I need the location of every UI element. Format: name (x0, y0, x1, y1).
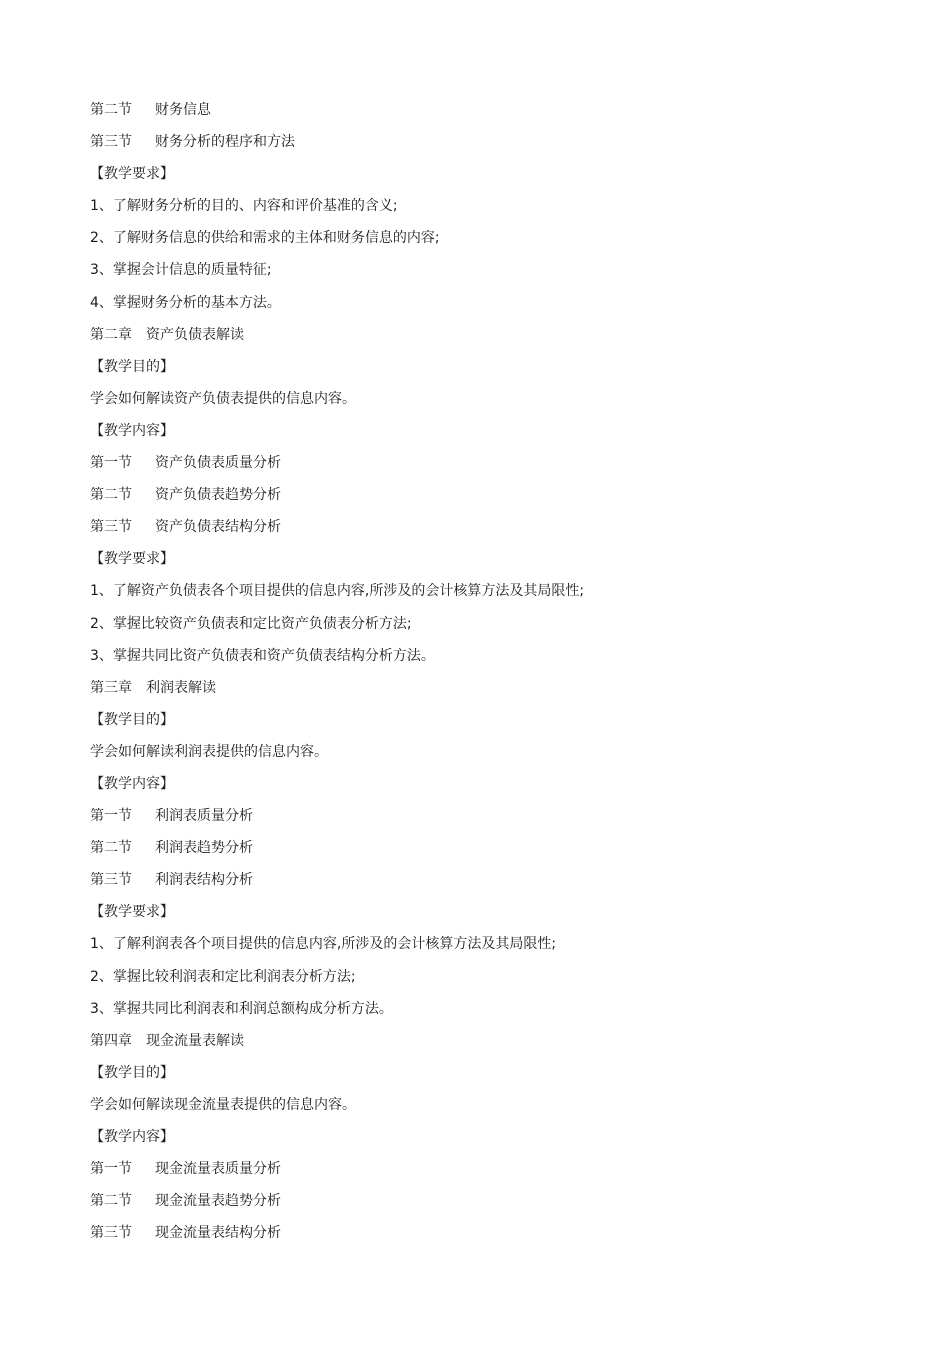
chapter-title: 资产负债表解读 (146, 326, 244, 343)
section-heading (90, 1155, 910, 1187)
section-heading (90, 128, 910, 160)
paragraph-text: 学会如何解读利润表提供的信息内容。 (90, 743, 328, 760)
list-item: 2、掌握比较资产负债表和定比资产负债表分析方法; (90, 615, 412, 632)
section-number: 第一节 (90, 1161, 132, 1178)
section-heading (90, 834, 910, 866)
chapter-number: 第四章 (90, 1032, 132, 1049)
chapter-title: 利润表解读 (146, 679, 216, 696)
chapter-heading (90, 674, 910, 706)
subsection-label: 【教学内容】 (90, 1129, 174, 1145)
chapter-number: 第二章 (90, 326, 132, 343)
section-number: 第三节 (90, 134, 132, 151)
section-title: 利润表趋势分析 (155, 840, 253, 857)
section-heading (90, 513, 910, 545)
subsection-label: 【教学要求】 (90, 904, 174, 921)
list-item: 3、掌握会计信息的质量特征; (90, 262, 272, 279)
section-number: 第二节 (90, 840, 132, 857)
list-item: 3、掌握共同比资产负债表和资产负债表结构分析方法。 (90, 647, 435, 664)
list-item: 1、了解财务分析的目的、内容和评价基准的含义; (90, 198, 398, 215)
section-title: 资产负债表质量分析 (155, 455, 281, 472)
document-page (90, 96, 910, 1251)
section-title: 财务分析的程序和方法 (155, 134, 295, 151)
chapter-title: 现金流量表解读 (146, 1032, 244, 1049)
section-heading (90, 1187, 910, 1219)
list-item: 3、掌握共同比利润表和利润总额构成分析方法。 (90, 1000, 393, 1017)
list-item: 2、掌握比较利润表和定比利润表分析方法; (90, 968, 356, 985)
subsection-label: 【教学要求】 (90, 551, 174, 568)
subsection-label: 【教学要求】 (90, 166, 174, 183)
section-title: 财务信息 (155, 102, 211, 118)
section-heading (90, 449, 910, 481)
section-number: 第二节 (90, 1193, 132, 1210)
subsection-label: 【教学内容】 (90, 422, 174, 439)
section-number: 第二节 (90, 102, 132, 118)
chapter-number: 第三章 (90, 679, 132, 696)
section-title: 资产负债表趋势分析 (155, 487, 281, 504)
list-item: 1、了解资产负债表各个项目提供的信息内容,所涉及的会计核算方法及其局限性; (90, 583, 585, 600)
section-heading (90, 1219, 910, 1251)
section-title: 现金流量表质量分析 (155, 1161, 281, 1178)
section-heading (90, 866, 910, 898)
section-number: 第一节 (90, 455, 132, 472)
list-item: 1、了解利润表各个项目提供的信息内容,所涉及的会计核算方法及其局限性; (90, 936, 557, 953)
section-number: 第三节 (90, 872, 132, 889)
subsection-label: 【教学目的】 (90, 358, 174, 375)
section-heading (90, 481, 910, 513)
section-heading (90, 96, 910, 128)
section-title: 资产负债表结构分析 (155, 519, 281, 536)
section-number: 第三节 (90, 1225, 132, 1242)
subsection-label: 【教学内容】 (90, 775, 174, 792)
subsection-label: 【教学目的】 (90, 1064, 174, 1081)
section-heading (90, 802, 910, 834)
section-number: 第一节 (90, 808, 132, 825)
section-title: 现金流量表结构分析 (155, 1225, 281, 1242)
list-item: 2、了解财务信息的供给和需求的主体和财务信息的内容; (90, 230, 440, 247)
paragraph-text: 学会如何解读现金流量表提供的信息内容。 (90, 1096, 356, 1113)
chapter-heading (90, 1027, 910, 1059)
section-title: 现金流量表趋势分析 (155, 1193, 281, 1210)
subsection-label: 【教学目的】 (90, 711, 174, 728)
chapter-heading (90, 321, 910, 353)
section-number: 第二节 (90, 487, 132, 504)
section-title: 利润表结构分析 (155, 872, 253, 889)
list-item: 4、掌握财务分析的基本方法。 (90, 294, 281, 311)
paragraph-text: 学会如何解读资产负债表提供的信息内容。 (90, 390, 356, 407)
section-title: 利润表质量分析 (155, 808, 253, 825)
section-number: 第三节 (90, 519, 132, 536)
